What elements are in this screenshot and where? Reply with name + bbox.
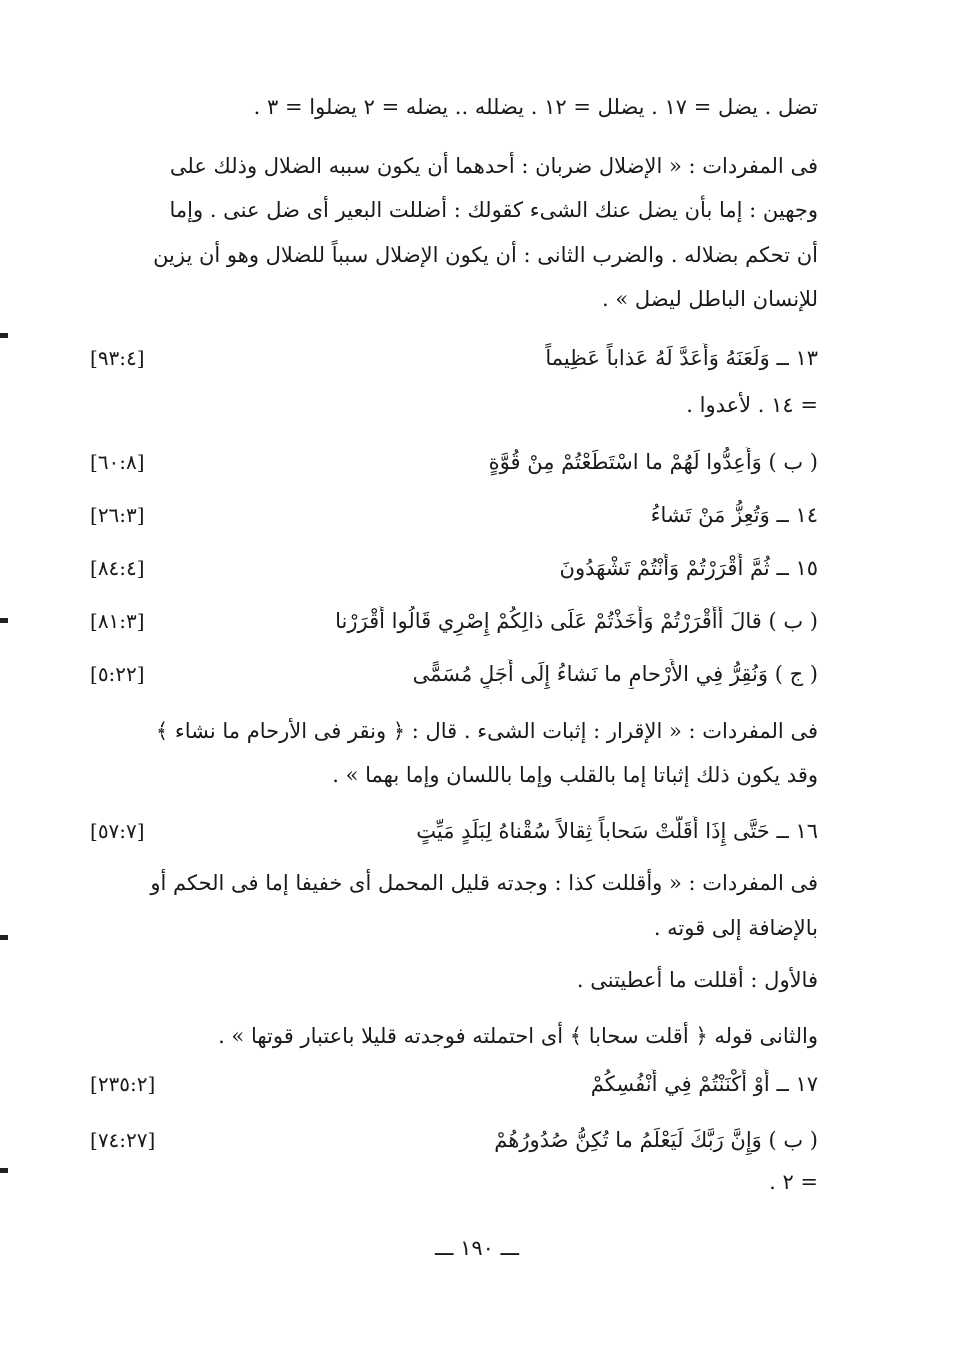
text-line: للإنسان الباطل ليضل » . <box>602 287 818 311</box>
verse-reference: [٧٤:٢٧] <box>90 1128 156 1152</box>
text-line: = ١٤ . لأعدوا . <box>686 393 818 417</box>
text-line: = ٢ . <box>769 1170 818 1194</box>
text-line: وجهين : إما بأن يضل عنك الشىء كقولك : أضللت البعير أى ضل عنى . وإما <box>169 198 818 222</box>
text-line: فى المفردات : « وأقللت كذا : وجدته قليل المحمل أى خفيفا إما فى الحكم أو <box>150 871 818 895</box>
verse-reference: [٨٤:٤] <box>90 556 145 580</box>
verse-reference: [٥٧:٧] <box>90 819 145 843</box>
scan-edge-mark <box>0 935 8 940</box>
verse-line: ( ب ) وَإِنَّ رَبَّكَ لَيَعْلَمُ ما تُكِنُّ صُدُورُهُمْ [٧٤:٢٧] <box>90 1125 818 1155</box>
verse-line: ( ب ) وَأَعِدُّوا لَهُمْ ما اسْتَطَعْتُمْ مِنْ قُوَّةٍ [٦٠:٨] <box>90 447 818 477</box>
verse-line: ١٧ ــ أَوْ أَكْنَنْتُمْ فِي أَنْفُسِكُمْ [٢٣٥:٢] <box>90 1069 818 1099</box>
verse-reference: [٢٣٥:٢] <box>90 1072 156 1096</box>
verse-line: ( ب ) قالَ أَأَقْرَرْتُمْ وَأَخَذْتُمْ عَلَى ذالِكُمْ إِصْرِي قَالُوا أَقْرَرْنا [٨١:٣] <box>90 606 818 636</box>
verse-line: ١٥ ــ ثُمَّ أَقْرَرْتُمْ وَأَنْتُمْ تَشْهَدُونَ [٨٤:٤] <box>90 553 818 583</box>
text-line: بالإضافة إلى قوته . <box>653 916 818 940</box>
verse-line: ١٦ ــ حَتَّى إِذَا أَقَلَّتْ سَحاباً ثِقالاً سُقْناهُ لِبَلَدٍ مَيِّتٍ [٥٧:٧] <box>90 816 818 846</box>
verse-line: ١٤ ــ وَتُعِزُّ مَنْ تَشاءُ [٢٦:٣] <box>90 500 818 530</box>
scan-edge-mark <box>0 333 8 338</box>
verse-reference: [٦٠:٨] <box>90 450 145 474</box>
verse-reference: [٥:٢٢] <box>90 662 145 686</box>
verse-reference: [٢٦:٣] <box>90 503 145 527</box>
text-line: والثانى قوله ﴿ أقلت سحابا ﴾ أى احتملته فوجدته قليلا باعتبار قوتها » . <box>218 1024 818 1048</box>
text-line: تضل . يضل = ١٧ . يضلل = ١٢ . يضلله .. يضله = ٢ يضلوا = ٣ . <box>253 95 818 119</box>
text-line: أن تحكم بضلاله . والضرب الثانى : أن يكون الإضلال سبباً للضلال وهو أن يزين <box>153 243 818 267</box>
text-line: وقد يكون ذلك إثباتا إما بالقلب وإما باللسان وإما بهما » . <box>332 763 818 787</box>
scan-edge-mark <box>0 618 8 623</box>
text-line: فالأول : أقللت ما أعطيتنى . <box>576 968 818 992</box>
verse-line: ١٣ ــ وَلَعَنَهُ وَأَعَدَّ لَهُ عَذاباً عَظِيماً [٩٣:٤] <box>90 343 818 373</box>
text-line: فى المفردات : « الإقرار : إثبات الشىء . قال : ﴿ ونقر فى الأرحام ما نشاء ﴾ <box>155 719 818 743</box>
verse-reference: [٨١:٣] <box>90 609 145 633</box>
page-number: ـــ ١٩٠ ـــ <box>434 1236 520 1260</box>
verse-line: ( ج ) وَنُقِرُّ فِي الأَرْحامِ ما نَشاءُ إِلَى أَجَلٍ مُسَمًّى [٥:٢٢] <box>90 659 818 689</box>
verse-reference: [٩٣:٤] <box>90 346 145 370</box>
text-line: فى المفردات : « الإضلال ضربان : أحدهما أن يكون سببه الضلال وذلك على <box>169 154 818 178</box>
scan-edge-mark <box>0 1168 8 1173</box>
